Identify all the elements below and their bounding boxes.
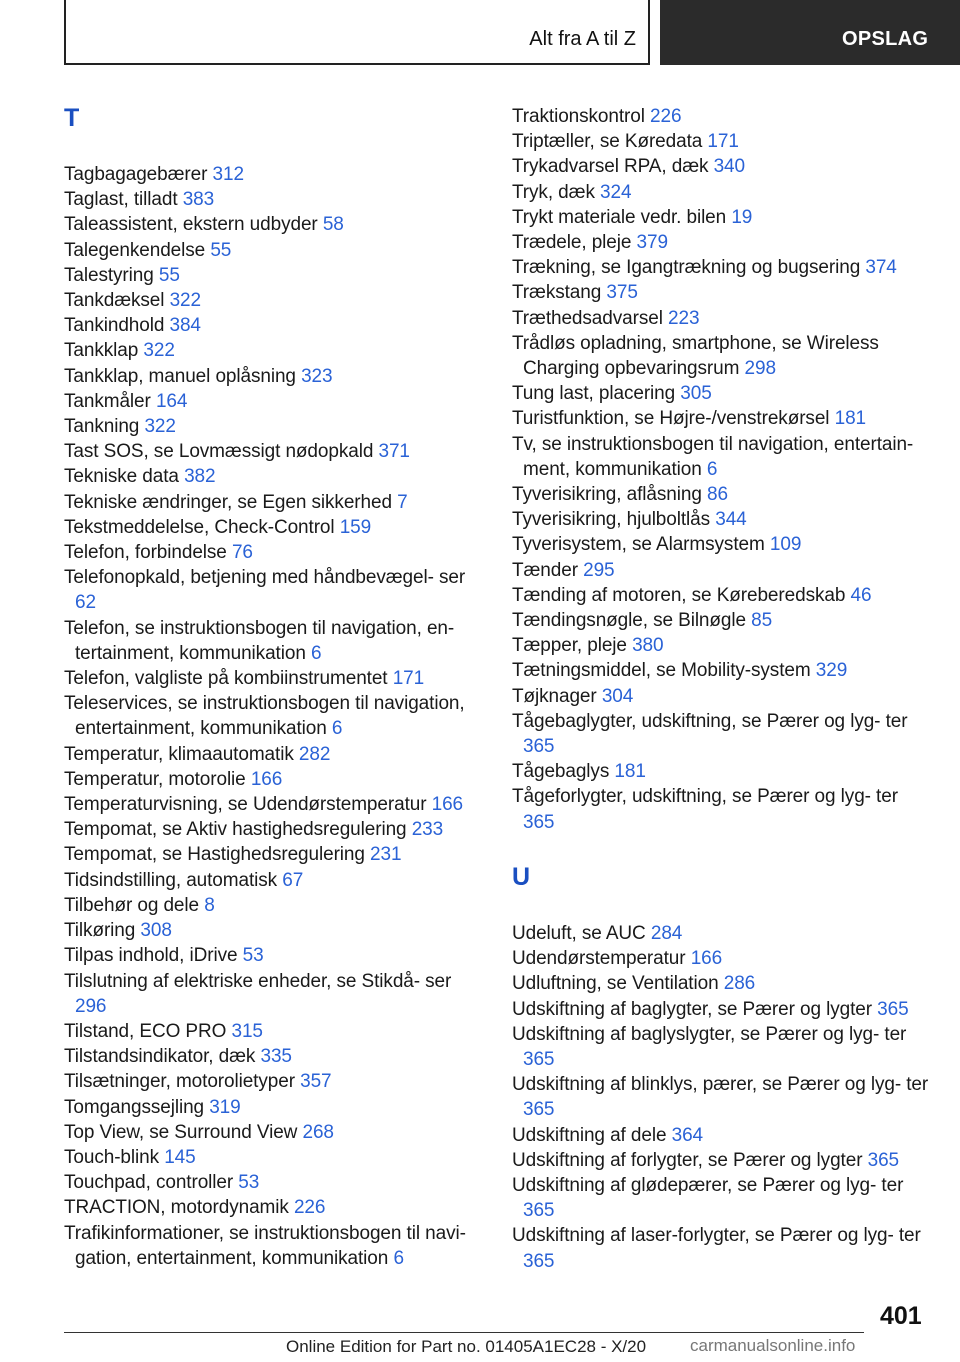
page-reference-link[interactable]: 344 <box>715 509 747 531</box>
page-reference-link[interactable]: 233 <box>411 819 444 841</box>
index-entry <box>64 666 484 691</box>
page-reference-link[interactable]: 322 <box>143 340 175 362</box>
index-entry <box>512 633 932 658</box>
page-reference-link[interactable]: 286 <box>723 973 756 995</box>
index-entry <box>512 230 932 255</box>
index-entry <box>512 154 932 179</box>
index-column-left <box>64 104 484 1271</box>
index-entry-text: Tågebaglygter, udskiftning, se Pærer og lyg‐ ter <box>512 710 908 732</box>
page-reference-link[interactable]: 365 <box>523 736 555 758</box>
index-entry-text: Tekniske data <box>64 466 179 488</box>
index-entry <box>512 1072 932 1122</box>
index-entry-text: Tyverisikring, hjulboltlås <box>512 509 711 531</box>
index-entry <box>64 792 484 817</box>
index-entry <box>64 943 484 968</box>
index-entry-text: Tænder <box>512 559 578 581</box>
page-reference-link[interactable]: 226 <box>293 1197 326 1219</box>
index-entry-text: Tilkøring <box>64 920 136 942</box>
index-entry-text: TRACTION, motordynamik <box>64 1197 289 1219</box>
index-entry-text: Temperaturvisning, se Udendørstemperatur <box>64 794 427 816</box>
index-entry <box>64 969 484 1019</box>
page-reference-link[interactable]: 85 <box>751 610 773 632</box>
index-entry-text: Tast SOS, se Lovmæssigt nødopkald <box>64 441 374 463</box>
index-entry-text: Tempomat, se Hastighedsregulering <box>64 844 365 866</box>
index-entry-text: Trækstang <box>512 282 602 304</box>
page-reference-link[interactable]: 284 <box>650 922 683 944</box>
index-entry-text: Trafikinformationer, se instruktionsbogen til navi‐ gation, entertainment, kommunikation <box>64 1222 466 1269</box>
index-entry <box>512 1173 932 1223</box>
index-entry <box>64 162 484 187</box>
index-entry <box>512 129 932 154</box>
index-entry <box>64 338 484 363</box>
index-column-right <box>512 104 932 1274</box>
page-reference-link[interactable]: 374 <box>865 257 897 279</box>
index-entry <box>64 389 484 414</box>
index-entry <box>512 1123 932 1148</box>
index-entry-text: Tomgangssejling <box>64 1096 205 1118</box>
page-reference-link[interactable]: 380 <box>632 635 664 657</box>
footer-edition: Online Edition for Part no. 01405A1EC28 - X/20 <box>286 1337 647 1356</box>
header-rule-bottom <box>64 63 650 65</box>
page-reference-link[interactable]: 340 <box>713 156 745 178</box>
page-reference-link[interactable]: 109 <box>769 534 802 556</box>
index-entry <box>64 1019 484 1044</box>
index-entry-text: Trådløs opladning, smartphone, se Wireless Charging opbevaringsrum <box>512 332 879 380</box>
index-entry <box>64 540 484 565</box>
page-reference-link[interactable]: 305 <box>680 383 712 405</box>
index-entry-text: Tågebaglys <box>512 761 610 783</box>
index-entry-text: Telefon, valgliste på kombiinstrumentet <box>64 668 388 690</box>
index-entry-text: Tung last, placering <box>512 383 676 405</box>
page-reference-link[interactable]: 308 <box>140 920 172 942</box>
header-tab-label: OPSLAG <box>660 0 960 65</box>
index-entry <box>64 288 484 313</box>
page-reference-link[interactable]: 304 <box>601 685 634 707</box>
index-entry <box>64 742 484 767</box>
index-entry-text: Talestyring <box>64 264 154 286</box>
page-reference-link[interactable]: 268 <box>302 1121 334 1143</box>
index-entry-text: Tv, se instruktionsbogen til navigation, entertain‐ ment, kommunikation <box>512 433 914 480</box>
index-entry-text: Taglast, tilladt <box>64 189 178 211</box>
page-reference-link[interactable]: 55 <box>210 239 232 261</box>
index-entry-text: Tilbehør og dele <box>64 894 199 916</box>
index-entry <box>64 515 484 540</box>
index-entry-text: Trækning, se Igangtrækning og bugsering <box>512 257 861 279</box>
index-entry <box>512 658 932 683</box>
page-reference-link[interactable]: 312 <box>212 164 244 185</box>
page-reference-link[interactable]: 335 <box>260 1046 292 1068</box>
index-entry-text: Tænding af motoren, se Køreberedskab <box>512 584 846 606</box>
page-reference-link[interactable]: 365 <box>877 998 909 1020</box>
index-entry-text: Tilstand, ECO PRO <box>64 1020 227 1042</box>
page-reference-link[interactable]: 86 <box>706 484 728 506</box>
page-reference-link[interactable]: 364 <box>671 1124 704 1146</box>
page-reference-link[interactable]: 319 <box>209 1096 241 1118</box>
page-reference-link[interactable]: 365 <box>867 1149 900 1171</box>
index-entry <box>64 893 484 918</box>
index-entry <box>64 1195 484 1220</box>
page-reference-link[interactable]: 282 <box>298 743 331 765</box>
index-entry <box>64 817 484 842</box>
index-entry-text: Udskiftning af baglygter, se Pærer og lygter <box>512 998 872 1020</box>
index-entry <box>64 1145 484 1170</box>
index-entry-text: Tekstmeddelelse, Check-Control <box>64 516 335 538</box>
page-reference-link[interactable]: 166 <box>431 794 464 816</box>
page-reference-link[interactable]: 365 <box>523 1099 555 1121</box>
index-entry <box>512 104 932 129</box>
page-reference-link[interactable]: 53 <box>238 1172 260 1194</box>
index-entry <box>512 482 932 507</box>
index-entry-text: Tilsætninger, motorolietyper <box>64 1071 295 1093</box>
index-entry <box>512 971 932 996</box>
index-entry-text: Udluftning, se Ventilation <box>512 973 719 995</box>
page-reference-link[interactable]: 298 <box>744 358 776 380</box>
index-entry-text: Udskiftning af glødepærer, se Pærer og lyg‐ ter <box>512 1174 904 1196</box>
page-reference-link[interactable]: 62 <box>75 592 96 614</box>
index-entry <box>64 767 484 792</box>
page-reference-link[interactable]: 323 <box>301 365 333 387</box>
index-entry <box>64 364 484 389</box>
index-entry <box>512 946 932 971</box>
index-entry <box>512 507 932 532</box>
index-entry <box>512 997 932 1022</box>
index-entry <box>512 558 932 583</box>
page-reference-link[interactable]: 231 <box>370 844 402 866</box>
index-entry <box>64 414 484 439</box>
page-reference-link[interactable]: 365 <box>523 1048 555 1070</box>
index-entry-text: Tætningsmiddel, se Mobility-system <box>512 660 811 682</box>
index-entry-text: Tankindhold <box>64 315 165 337</box>
index-entry-text: Udskiftning af blinklys, pærer, se Pærer og lyg‐ ter <box>512 1074 929 1096</box>
page-reference-link[interactable]: 171 <box>707 131 739 153</box>
page-reference-link[interactable]: 67 <box>282 869 304 891</box>
page-reference-link[interactable]: 6 <box>310 642 322 664</box>
index-entry <box>64 616 484 666</box>
index-entry <box>512 331 932 381</box>
page-reference-link[interactable]: 55 <box>158 264 180 286</box>
page-reference-link[interactable]: 365 <box>523 1250 555 1272</box>
header-section-title: Alt fra A til Z <box>529 28 636 50</box>
index-entry-text: Tagbagagebærer <box>64 164 208 185</box>
page-reference-link[interactable]: 181 <box>834 408 867 430</box>
index-entry-text: Tilslutning af elektriske enheder, se Stikdå‐ ser <box>64 970 452 992</box>
index-entry <box>512 921 932 946</box>
index-entry-text: Tempomat, se Aktiv hastighedsregulering <box>64 819 407 841</box>
index-entry <box>512 1148 932 1173</box>
index-entry-text: Udskiftning af baglyslygter, se Pærer og lyg‐ ter <box>512 1023 907 1045</box>
index-entry <box>64 263 484 288</box>
index-entry <box>64 439 484 464</box>
index-entry <box>512 759 932 784</box>
page-reference-link[interactable]: 166 <box>690 948 723 970</box>
index-entry-text: Tyverisikring, aflåsning <box>512 484 702 506</box>
index-entry-text: Trædele, pleje <box>512 232 632 254</box>
index-entry-text: Udskiftning af forlygter, se Pærer og lygter <box>512 1149 863 1171</box>
index-entry-text: Tryk, dæk <box>512 181 595 203</box>
page-reference-link[interactable]: 76 <box>231 542 253 564</box>
page-reference-link[interactable]: 58 <box>322 214 344 236</box>
page-reference-link[interactable]: 324 <box>600 181 632 203</box>
page-reference-link[interactable]: 6 <box>706 458 718 480</box>
index-entry-text: Tilpas indhold, iDrive <box>64 945 238 967</box>
index-entry-text: Talegenkendelse <box>64 239 206 261</box>
index-entry-text: Tankklap, manuel oplåsning <box>64 365 296 387</box>
index-entry-text: Udskiftning af laser-forlygter, se Pærer og lyg‐ ter <box>512 1225 921 1247</box>
index-entry-text: Tankmåler <box>64 390 151 412</box>
index-entry-text: Telefon, forbindelse <box>64 542 227 564</box>
index-entry <box>512 306 932 331</box>
page-reference-link[interactable]: 371 <box>378 441 410 463</box>
index-entry <box>512 205 932 230</box>
index-entry <box>64 918 484 943</box>
section-letter: U <box>512 862 531 891</box>
index-entry <box>64 691 484 741</box>
index-entry-text: Udendørstemperatur <box>512 948 686 970</box>
page-reference-link[interactable]: 322 <box>144 416 176 438</box>
index-entry <box>512 280 932 305</box>
index-entry-text: Touch-blink <box>64 1146 160 1168</box>
index-entry <box>512 684 932 709</box>
index-entry-text: Tøjknager <box>512 685 597 707</box>
page-reference-link[interactable]: 171 <box>392 668 425 690</box>
page-reference-link[interactable]: 295 <box>583 559 615 581</box>
index-entry-text: Tyverisystem, se Alarmsystem <box>512 534 765 556</box>
index-entry-text: Tændingsnøgle, se Bilnøgle <box>512 610 746 632</box>
index-entry <box>512 1022 932 1072</box>
page-reference-link[interactable]: 159 <box>339 516 372 538</box>
index-entry <box>64 187 484 212</box>
index-entry <box>64 1120 484 1145</box>
page-reference-link[interactable]: 357 <box>300 1071 332 1093</box>
index-entry <box>64 490 484 515</box>
index-entry-text: Tekniske ændringer, se Egen sikkerhed <box>64 491 392 513</box>
section-letter: T <box>64 104 80 132</box>
page-reference-link[interactable]: 365 <box>523 811 555 833</box>
index-entry <box>512 608 932 633</box>
page-reference-link[interactable]: 329 <box>815 660 848 682</box>
page-reference-link[interactable]: 46 <box>850 584 872 606</box>
index-entry <box>64 868 484 893</box>
index-entry <box>64 464 484 489</box>
index-entry <box>512 432 932 482</box>
page-reference-link[interactable]: 19 <box>731 206 753 228</box>
header-rule-left <box>64 0 66 64</box>
index-entry <box>64 565 484 615</box>
index-entry-text: Triptæller, se Køredata <box>512 131 703 153</box>
index-entry <box>64 212 484 237</box>
page-reference-link[interactable]: 145 <box>164 1146 196 1168</box>
page-reference-link[interactable]: 53 <box>242 945 264 967</box>
index-entry-text: Træthedsadvarsel <box>512 307 663 329</box>
page-reference-link[interactable]: 322 <box>169 290 201 312</box>
page-reference-link[interactable]: 384 <box>169 315 201 337</box>
index-entry-text: Tankning <box>64 416 140 438</box>
index-entry-text: Udeluft, se AUC <box>512 922 646 944</box>
index-entry-text: Teleservices, se instruktionsbogen til navigation, entertainment, kommunikation <box>64 693 465 740</box>
page-reference-link[interactable]: 226 <box>650 106 682 127</box>
page-reference-link[interactable]: 223 <box>668 307 700 329</box>
index-entry-text: Telefonopkald, betjening med håndbevægel‐ ser <box>64 567 466 589</box>
index-entry-text: Trykadvarsel RPA, dæk <box>512 156 709 178</box>
index-entry <box>512 583 932 608</box>
index-entry-text: Temperatur, motorolie <box>64 768 246 790</box>
index-entry-text: Top View, se Surround View <box>64 1121 298 1143</box>
page-reference-link[interactable]: 164 <box>155 390 188 412</box>
index-entry <box>64 1170 484 1195</box>
index-entry <box>64 238 484 263</box>
index-entry-text: Tilstandsindikator, dæk <box>64 1046 256 1068</box>
page-reference-link[interactable]: 382 <box>184 466 216 488</box>
index-entry <box>64 842 484 867</box>
page-reference-link[interactable]: 6 <box>393 1247 404 1269</box>
index-entry <box>512 180 932 205</box>
footer-watermark: carmanualsonline.info <box>690 1336 856 1355</box>
index-entry <box>512 255 932 280</box>
page-reference-link[interactable]: 8 <box>204 894 215 916</box>
page-reference-link[interactable]: 7 <box>397 491 408 513</box>
index-entry <box>512 532 932 557</box>
index-entry-text: Turistfunktion, se Højre-/venstrekørsel <box>512 408 830 430</box>
index-entry-text: Taleassistent, ekstern udbyder <box>64 214 318 236</box>
section-gap <box>512 891 932 921</box>
index-entry-text: Traktionskontrol <box>512 106 645 127</box>
index-entry-text: Trykt materiale vedr. bilen <box>512 206 727 228</box>
page-reference-link[interactable]: 181 <box>614 761 646 783</box>
index-entry <box>64 1221 484 1271</box>
page-reference-link[interactable]: 383 <box>182 189 215 211</box>
index-entry <box>512 381 932 406</box>
index-entry-text: Tidsindstilling, automatisk <box>64 869 278 891</box>
index-entry <box>512 1223 932 1273</box>
page-number: 401 <box>880 1302 922 1330</box>
index-entry <box>512 784 932 834</box>
index-entry-text: Temperatur, klimaautomatik <box>64 743 294 765</box>
page-reference-link[interactable]: 6 <box>331 718 343 740</box>
page-reference-link[interactable]: 379 <box>636 232 668 254</box>
header-rule-right <box>648 0 650 64</box>
index-entry <box>64 313 484 338</box>
footer-rule <box>64 1332 864 1333</box>
index-entry-text: Tankdæksel <box>64 290 165 312</box>
index-entry <box>512 406 932 431</box>
index-entry-text: Tågeforlygter, udskiftning, se Pærer og lyg‐ ter <box>512 786 898 808</box>
index-entry <box>64 1069 484 1094</box>
page-reference-link[interactable]: 166 <box>250 768 283 790</box>
page-reference-link[interactable]: 365 <box>523 1200 555 1222</box>
index-entry-text: Touchpad, controller <box>64 1172 234 1194</box>
page-reference-link[interactable]: 296 <box>75 995 107 1017</box>
index-entry <box>64 1044 484 1069</box>
index-entry <box>512 709 932 759</box>
page-reference-link[interactable]: 315 <box>231 1020 263 1042</box>
index-entry-text: Telefon, se instruktionsbogen til navigation, en‐ tertainment, kommunikation <box>64 617 455 664</box>
section-gap <box>64 132 484 162</box>
index-entry-text: Tæpper, pleje <box>512 635 627 657</box>
index-entry-text: Tankklap <box>64 340 139 362</box>
index-entry-text: Udskiftning af dele <box>512 1124 667 1146</box>
page-reference-link[interactable]: 375 <box>606 282 638 304</box>
index-entry <box>64 1095 484 1120</box>
